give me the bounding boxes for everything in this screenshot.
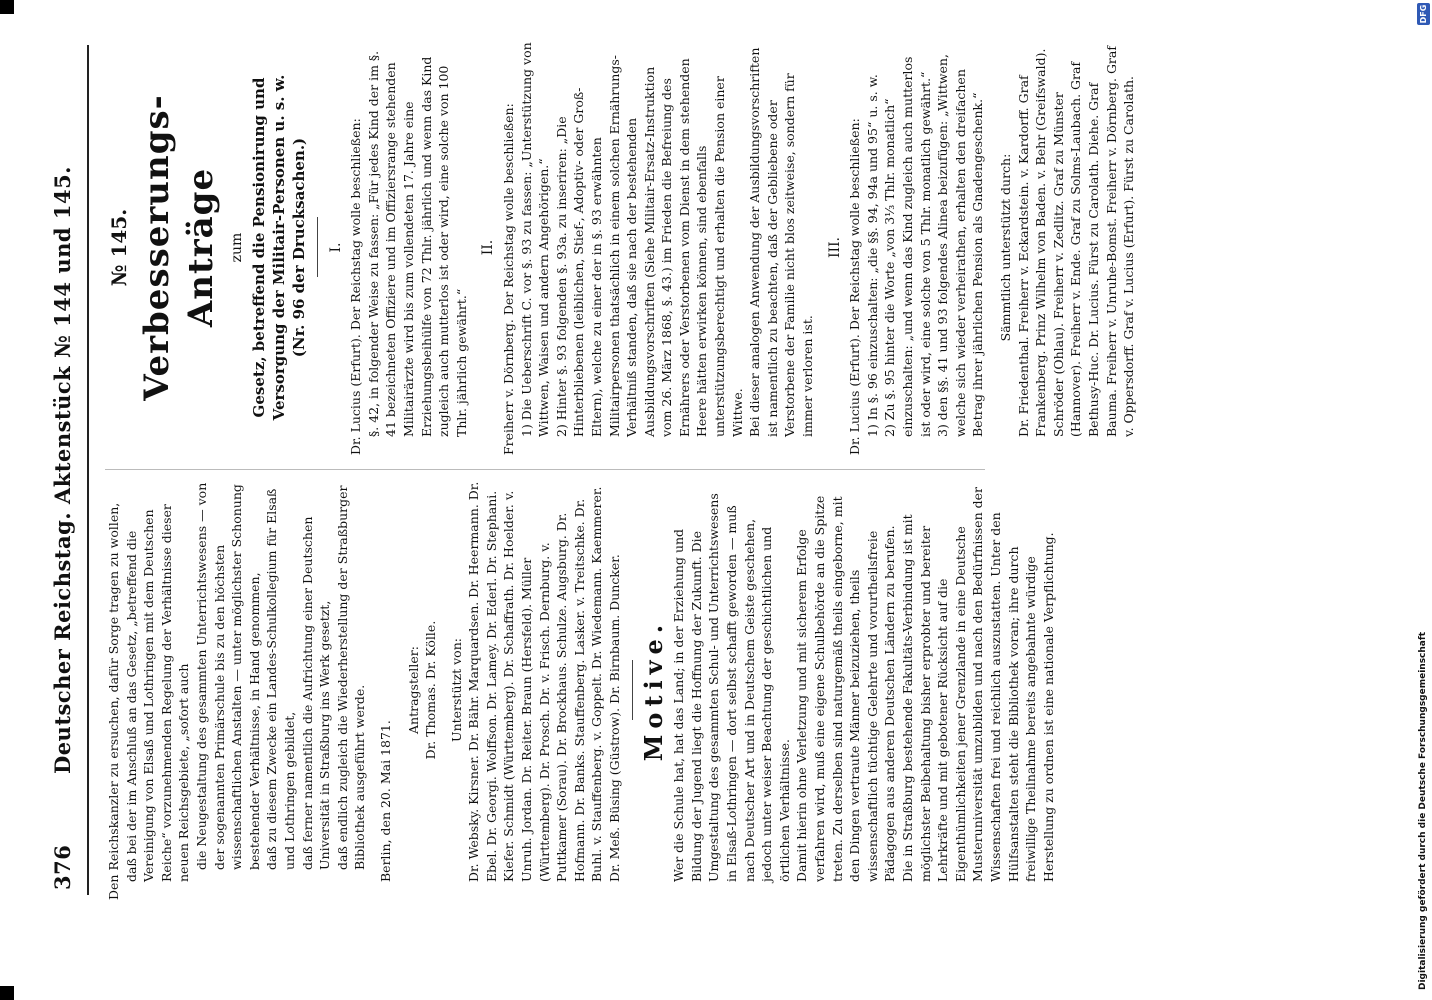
section-roman-2: II. xyxy=(480,239,497,256)
amendment2-intro: Freiherr v. Dörnberg. Der Reichstag wolle beschließen: xyxy=(500,103,516,455)
digitization-statement: Digitalisierung gefördert durch die Deutsche Forschungsgemeinschaft xyxy=(1418,631,1428,990)
left-p4: daß zu diesem Zwecke ein Landes-Schulkollegium für Elsaß und Lothringen gebildet, xyxy=(264,488,297,870)
antragsteller-names: Dr. Thomas. Dr. Kölle. xyxy=(423,620,439,760)
amendment3-item2: 2) Zu §. 95 hinter die Worte „von 3⅓ Thlr. monatlich“ einzuschalten: „und wenn das Kind zugleich auch mutterlos ist oder wird, eine solche von 5 Thlr. monatlich gewährt.“ xyxy=(882,56,933,437)
page-header xyxy=(50,50,90,890)
column-divider xyxy=(105,469,985,470)
amendment3-item1: 1) In §. 96 einzuschalten: „die §§. 94, 94a und 95“ u. s. w. xyxy=(864,74,880,437)
left-p1: Den Reichskanzler zu ersuchen, dafür Sorge tragen zu wollen, xyxy=(106,502,121,900)
left-column xyxy=(105,480,1057,900)
motive-p2: Damit hierin ohne Verletzung und mit sicherem Erfolge verfahren wird, muß eine eigene Schulbehörde an die Spitze treten. Zu derselben sind naturgemäß theils eingeborne, mit den Dingen vertraute Männer beizuziehen, theils wissenschaftlich tüchtige Gelehrte und vorurtheilsfreie Pädagogen aus anderen Deutschen Ländern zu berufen. xyxy=(794,495,898,882)
motive-heading: Motive. xyxy=(638,618,668,762)
header-title: Deutscher Reichstag. Aktenstück № 144 und 145. xyxy=(50,166,75,775)
left-p5: daß ferner namentlich die Aufrichtung einer Deutschen Universität in Straßburg ins Werk gesetzt, xyxy=(299,516,333,870)
sammtlich-label: Sämmtlich unterstützt durch: xyxy=(997,153,1013,342)
amendment2-item3: Bei dieser analogen Anwendung der Ausbildungsvorschriften ist namentlich zu beachten, daß der Gebliebene oder Verstorbene der Familie nicht blos zeitweise, sondern für immer verloren ist. xyxy=(747,47,816,437)
dfg-logo: DFG xyxy=(1419,4,1428,24)
header-rule xyxy=(87,45,89,895)
left-p3: die Neugestaltung des gesammten Unterrichtswesens — von der sogenannten Primärschule bis zu den höchsten wissenschaftlichen Anstalten — unter möglichster Schonung bestehender Verhältnisse, in Hand genommen, xyxy=(193,482,262,870)
section-roman-1: I. xyxy=(327,242,344,253)
separator-line xyxy=(317,218,318,278)
section-roman-3: III. xyxy=(826,236,843,259)
title-zum: zum xyxy=(228,232,245,263)
motive-p1: Wer die Schule hat, hat das Land; in der Erziehung und Bildung der Jugend liegt die Hoffnung der Zukunft. Die Umgestaltung des gesammten Schul- und Unterrichtswesens in Elsaß-Lothringen — dort selbst schafft geworden — muß nach Deutscher Art und in Deutschem Geiste geschehen, jedoch unter weiser Beachtung der geschichtlichen und örtlichen Verhältnisse. xyxy=(671,493,792,882)
amendment2-item1: 1) Die Ueberschrift C. vor §. 93 zu fassen: „Unterstützung von Wittwen, Waisen und andern Angehörigen.“ xyxy=(518,42,552,437)
digitization-strip xyxy=(1415,0,1432,1000)
right-column xyxy=(105,40,1138,455)
amendment1-text: §. 42, in folgender Weise zu fassen: „Für jedes Kind der im §. 41 bezeichneten Offiziere und im Offiziersrange stehenden Militairärzte wird bis zum vollendeten 17. Jahre eine Erziehungsbeihülfe von 72 Thlr. jährlich und wenn das Kind zugleich auch mutterlos ist oder wird, eine solche von 100 Thlr. jährlich gewährt.“ xyxy=(365,50,469,437)
document-subtitle: Gesetz, betreffend die Pensionirung und Versorgung der Militair-Personen u. s. w. (Nr. 96 der Drucksachen.) xyxy=(249,74,308,421)
document-title: Verbesserungs-Anträge xyxy=(136,94,221,401)
left-supporters: Dr. Websky. Kirsner. Dr. Bähr. Marquardsen. Dr. Heermann. Dr. Ebel. Dr. Georgi. Wolffson. Dr. Lamey. Dr. Ederl. Dr. Stephani. Kiefer. Schmidt (Württemberg). Dr. Schaffrath. Dr. Hoelder. v. Unruh. Jordan. Dr. Reiter. Braun (Hersfeld). Müller (Württemberg). Dr. Prosch. Dr. v. Frisch. Dernburg. v. Puttkamer (Sorau). Dr. Brockhaus. Schulze. Augsburg. Dr. Hofmann. Dr. Banks. Stauffenberg. Lasker. v. Treitschke. Dr. Buhl. v. Stauffenberg. v. Goppelt. Dr. Wiedemann. Kaemmerer. Dr. Meß. Büsing (Güstrow). Dr. Birnbaum. Duncker. xyxy=(466,481,623,882)
antragsteller-label: Antragsteller: xyxy=(405,646,421,734)
document-number: № 145. xyxy=(107,208,131,287)
motive-p3: Die in Straßburg bestehende Fakultäts-Verbindung ist mit möglichster Beibehaltung bisher erprobter und bereiter Lehrkräfte und mit gebotener Rücksicht auf die Eigenthümlichkeiten jener Grenzlande in eine Deutsche Musteruniversität umzubilden und nach den Bedürfnissen der Wissenschaften frei und reichlich auszustatten. Unter den Hülfsanstalten steht die Bibliothek voran; ihre durch freiwillige Theilnahme bereits angebahnte würdige Herstellung zu ordnen ist eine nationale Verpflichtung. xyxy=(899,487,1056,882)
amendment3-intro: Dr. Lucius (Erfurt). Der Reichstag wolle beschließen: xyxy=(847,118,863,455)
amendment1-intro: Dr. Lucius (Erfurt). Der Reichstag wolle beschließen: xyxy=(348,118,364,455)
left-p2: daß bei der im Anschluß an das Gesetz, „betreffend die Vereinigung von Elsaß und Lothringen mit dem Deutschen Reiche“ vorzunehmenden Regelung der Verhältnisse dieser neuen Reichsgebiete, „sofort auch xyxy=(123,504,192,882)
separator-line xyxy=(632,660,633,720)
unterstuetzt-label: Unterstützt von: xyxy=(448,638,464,742)
right-supporters: Dr. Friedenthal. Freiherr v. Eckardstein. v. Kardorff. Graf Frankenberg. Prinz Wilhelm von Baden. v. Behr (Greifswald). Schröder (Ohlau). Freiherr v. Zedlitz. Graf zu Münster (Hannover). Freiherr v. Ende. Graf zu Solms-Laubach. Graf Bethusy-Huc. Dr. Lucius. Fürst zu Carolath. Diehe. Graf Bauma. Freiherr v. Unruhe-Bomst. Freiherr v. Dörnberg. Graf v. Oppersdorff. Graf v. Lucius (Erfurt). Fürst zu Carolath. xyxy=(1015,46,1137,437)
amendment2-item2: 2) Hinter §. 93 folgenden §. 93a. zu inseriren: „Die Hinterbliebenen (leiblichen, Stief-, Adoptiv- oder Groß-Eltern), welche zu einer der in §. 93 erwähnten Militairpersonen thatsächlich in einem solchen Ernährungs-Verhältniß standen, daß sie nach der bestehenden Ausbildungsvorschriften (Siehe Militair-Ersatz-Instruktion vom 26. März 1868, §. 43.) im Frieden die Befreiung des Ernährers oder Verstorbenen vom Dienst in dem stehenden Heere hätten erwirken können, sind ebenfalls unterstützungsberechtigt und erhalten die Pension einer Wittwe. xyxy=(553,55,745,437)
amendment3-item3: 3) den §§. 41 und 93 folgendes Alinea beizufügen: „Wittwen, welche sich wieder verheirathen, erhalten den dreifachen Betrag ihrer jährlichen Pension als Gnadengeschenk.“ xyxy=(935,54,986,437)
scan-corner-mark xyxy=(0,0,14,14)
scan-corner-mark xyxy=(0,986,14,1000)
page-number: 376 xyxy=(50,844,75,890)
left-p6: daß endlich zugleich die Wiederherstellung der Straßburger Bibliothek ausgeführt werde. xyxy=(334,485,368,870)
place-date: Berlin, den 20. Mai 1871. xyxy=(377,720,393,882)
